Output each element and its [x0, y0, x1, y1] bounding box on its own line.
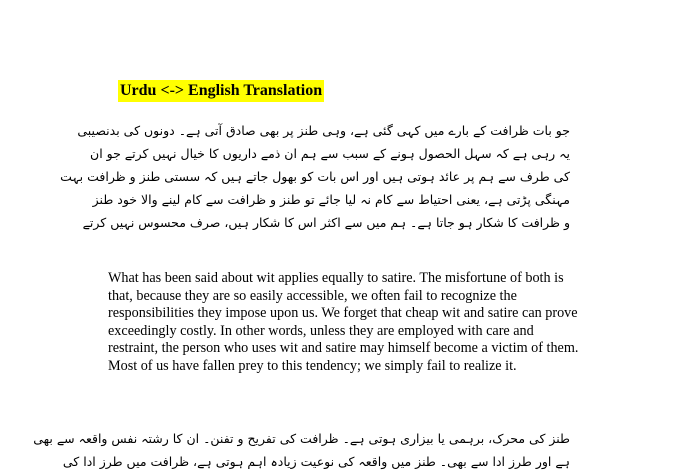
english-line: exceedingly costly. In other words, unless they are employed with care and — [108, 322, 534, 339]
urdu-line: جو بات ظرافت کے بارے میں کہی گئی ہے، وہی طنز پر بھی صادق آتی ہے۔ دونوں کی بدنصیبی — [77, 123, 570, 138]
page-heading: Urdu <-> English Translation — [118, 80, 324, 102]
english-line: that, because they are so easily accessible, we often fail to recognize the — [108, 287, 517, 304]
urdu-line: ہے اور طرز ادا سے بھی۔ طنز میں واقعہ کی نوعیت زیادہ اہم ہوتی ہے، ظرافت میں طرز ادا کی — [62, 454, 570, 469]
urdu-line: یہ رہی ہے کہ سہل الحصول ہونے کے سبب سے ہم ان ذمے داریوں کا خیال نہیں کرتے جو ان — [90, 146, 570, 161]
urdu-paragraph-2 — [33, 427, 570, 473]
english-line: Most of us have fallen prey to this tendency; we simply fail to realize it. — [108, 357, 517, 374]
urdu-line: کی طرف سے ہم پر عائد ہوتی ہیں اور اس بات کو بھول جاتے ہیں کہ سستی طنز و ظرافت بہت — [60, 169, 570, 184]
urdu-line: و ظرافت کا شکار ہو جاتا ہے۔ ہم میں سے اکثر اس کا شکار ہیں، صرف محسوس نہیں کرتے — [82, 215, 570, 230]
english-paragraph — [108, 270, 579, 376]
urdu-line: طنز کی محرک، برہمی یا بیزاری ہوتی ہے۔ ظرافت کی تفریح و تفنن۔ ان کا رشتہ نفس واقعہ سے بھی — [33, 431, 570, 446]
english-line: What has been said about wit applies equally to satire. The misfortune of both is — [108, 270, 564, 286]
english-line: responsibilities they impose upon us. We forget that cheap wit and satire can prove — [108, 305, 578, 322]
urdu-line: مہنگی پڑتی ہے، یعنی احتیاط سے کام نہ لیا جائے تو طنز و ظرافت سے کام لینے والا خود طنز — [92, 192, 570, 207]
english-line: restraint, the person who uses wit and satire may himself become a victim of them. — [108, 340, 579, 357]
urdu-paragraph-1 — [60, 119, 570, 234]
